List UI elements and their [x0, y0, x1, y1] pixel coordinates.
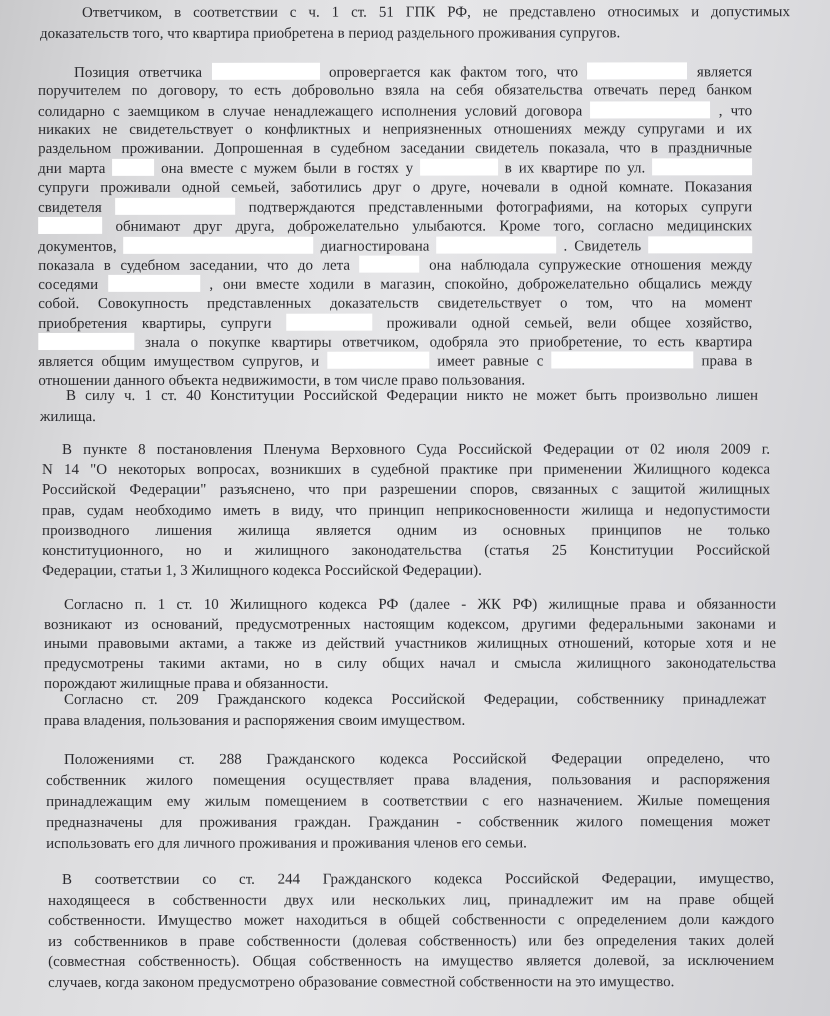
text-line: права владения, пользования и распоряжения своим имуществом. [44, 712, 466, 729]
paragraph-3 [40, 386, 758, 427]
text-line: из собственников в праве собственности (долевая собственность) или без определения таких долей [48, 932, 775, 950]
paragraph-5 [44, 596, 776, 695]
redaction-box [551, 352, 693, 369]
text-line: супруги проживали одной семьей, заботились друг о друге, ночевали в одной комнате. Показания [38, 179, 753, 196]
text-line: обнимают друг друга, доброжелательно улыбаются. Кроме того, согласно медицинских [38, 217, 752, 237]
redaction-box [38, 217, 102, 234]
text-line: конституционного, но и жилищного законодательства (статья 25 Конституции Российской [42, 542, 771, 559]
text-line: принадлежащим ему жилым помещением в соответствии с его назначением. Жилые помещения [46, 792, 771, 810]
text-line: соседями , они вместе ходили в магазин, спокойно, доброжелательно общались между [38, 276, 753, 294]
text-line: В соответствии со ст. 244 Гражданского кодекса Российской Федерации, имущество, [62, 870, 775, 888]
paragraph-2 [38, 62, 752, 391]
text-line: Федерации, статьи 1, 3 Жилищного кодекса Российской Федерации). [42, 562, 482, 580]
text-line: предусмотрены такими актами, но в силу общих начал и смысла жилищного законодательства [44, 655, 777, 673]
text-line: дни марта она вместе с мужем были в гостях у в их квартире по ул. [38, 159, 752, 179]
redaction-box [420, 159, 498, 176]
text-line: приобретения квартиры, супруги проживали одной семьей, вели общее хозяйство, [38, 315, 753, 332]
text-line: жилища. [40, 408, 96, 425]
redaction-box [436, 236, 556, 253]
paragraph-7 [46, 749, 770, 855]
redaction-box [591, 101, 711, 118]
text-line: возникают из оснований, предусмотренных настоящим кодексом, другими федеральными законами и [44, 616, 777, 633]
text-line: В силу ч. 1 ст. 40 Конституции Российской Федерации никто не может быть произвольно лишен [66, 387, 759, 404]
text-line: случаев, когда законом предусмотрено образование совместной собственности на это имущество. [48, 974, 675, 991]
text-line: производного лишения жилища является одним из основных принципов не только [42, 522, 771, 539]
text-line: свидетеля подтверждаются представленными фотографиями, на которых супруги [38, 199, 753, 217]
text-line: солидарно с заемщиком в случае ненадлежащего исполнения условий договора , что [38, 102, 753, 120]
redaction-box [587, 62, 687, 79]
text-line: знала о покупке квартиры ответчиком, одобряла это приобретение, то есть квартира [38, 332, 752, 352]
text-line: доказательств того, что квартира приобретена в период раздельного проживания супругов. [40, 25, 621, 42]
text-line: Согласно п. 1 ст. 10 Жилищного кодекса РФ (далее - ЖК РФ) жилищные права и обязанности [64, 596, 777, 613]
redaction-box [652, 159, 752, 176]
text-line: Позиция ответчика опровергается как фактом того, что является [74, 64, 753, 81]
paragraph-6 [44, 690, 766, 732]
text-line: собой. Совокупность представленных доказательств свидетельствует о том, что на момент [38, 294, 753, 312]
redaction-box [108, 275, 200, 292]
paragraph-4 [42, 440, 770, 582]
redaction-box [124, 236, 314, 253]
paragraph-8 [48, 869, 774, 994]
text-line: находящееся в собственности двух или нескольких лиц, принадлежит им на праве общей [48, 891, 775, 909]
text-line: N 14 "О некоторых вопросах, возникших в судебной практике при применении Жилищного кодекса [42, 461, 771, 479]
redaction-box [360, 256, 420, 273]
text-line: Положениями ст. 288 Гражданского кодекса Российской Федерации определено, что [64, 750, 771, 768]
text-line: никаких не свидетельствует о конфликтных и неприязненных отношениях между супругами и их [38, 121, 753, 138]
text-line: порождают жилищные права и обязанности. [44, 675, 329, 692]
redaction-box [327, 352, 429, 369]
redaction-box [115, 198, 235, 215]
text-line: использовать его для личного проживания и проживания членов его семьи. [46, 835, 527, 852]
text-line: предназначены для проживания граждан. Гражданин - собственник жилого помещения может [46, 813, 771, 831]
text-line: иными правовыми актами, а также из действий участников жилищных отношений, которые хотя и не [44, 635, 777, 653]
redaction-box [38, 333, 134, 350]
text-line: собственности. Имущество может находиться в общей собственности с определением доли каждого [48, 912, 775, 930]
text-line: Ответчиком, в соответствии с ч. 1 ст. 51 ГПК РФ, не представлено относимых и допустимых [82, 4, 791, 21]
text-line: собственник жилого помещения осуществляет права владения, пользования и распоряжения [46, 771, 771, 789]
redaction-box [648, 236, 752, 253]
text-line: поручителем по договору, то есть добровольно взяла на себя обязательства отвечать перед банком [38, 82, 753, 100]
text-line: В пункте 8 постановления Пленума Верховного Суда Российской Федерации от 02 июля 2009 г. [62, 441, 771, 458]
text-line: (совместная собственность). Общая собственность на имущество является долевой, за исключением [48, 953, 775, 971]
text-line: является общим имуществом супругов, и имеет равные с права в [38, 353, 753, 371]
text-line: Российской Федерации" разъяснено, что при разрешении споров, связанных с защитой жилищных [42, 481, 771, 499]
redaction-box [112, 159, 154, 176]
redaction-box [286, 314, 372, 331]
text-line: раздельном проживании. Допрошенная в судебном заседании свидетель показала, что в праздничные [38, 140, 753, 158]
paragraph-1 [40, 2, 790, 45]
text-line: показала в судебном заседании, что до лета она наблюдала супружеские отношения между [38, 257, 753, 274]
text-line: документов, диагностирована . Свидетель [38, 236, 752, 256]
text-line: Согласно ст. 209 Гражданского кодекса Российской Федерации, собственнику принадлежат [64, 691, 767, 708]
text-line: прав, судам необходимо иметь в виду, что принцип неприкосновенности жилища и недопустимости [42, 502, 771, 519]
text-line: отношении данного объекта недвижимости, в том числе право пользования. [38, 372, 526, 389]
redaction-box [211, 63, 319, 80]
